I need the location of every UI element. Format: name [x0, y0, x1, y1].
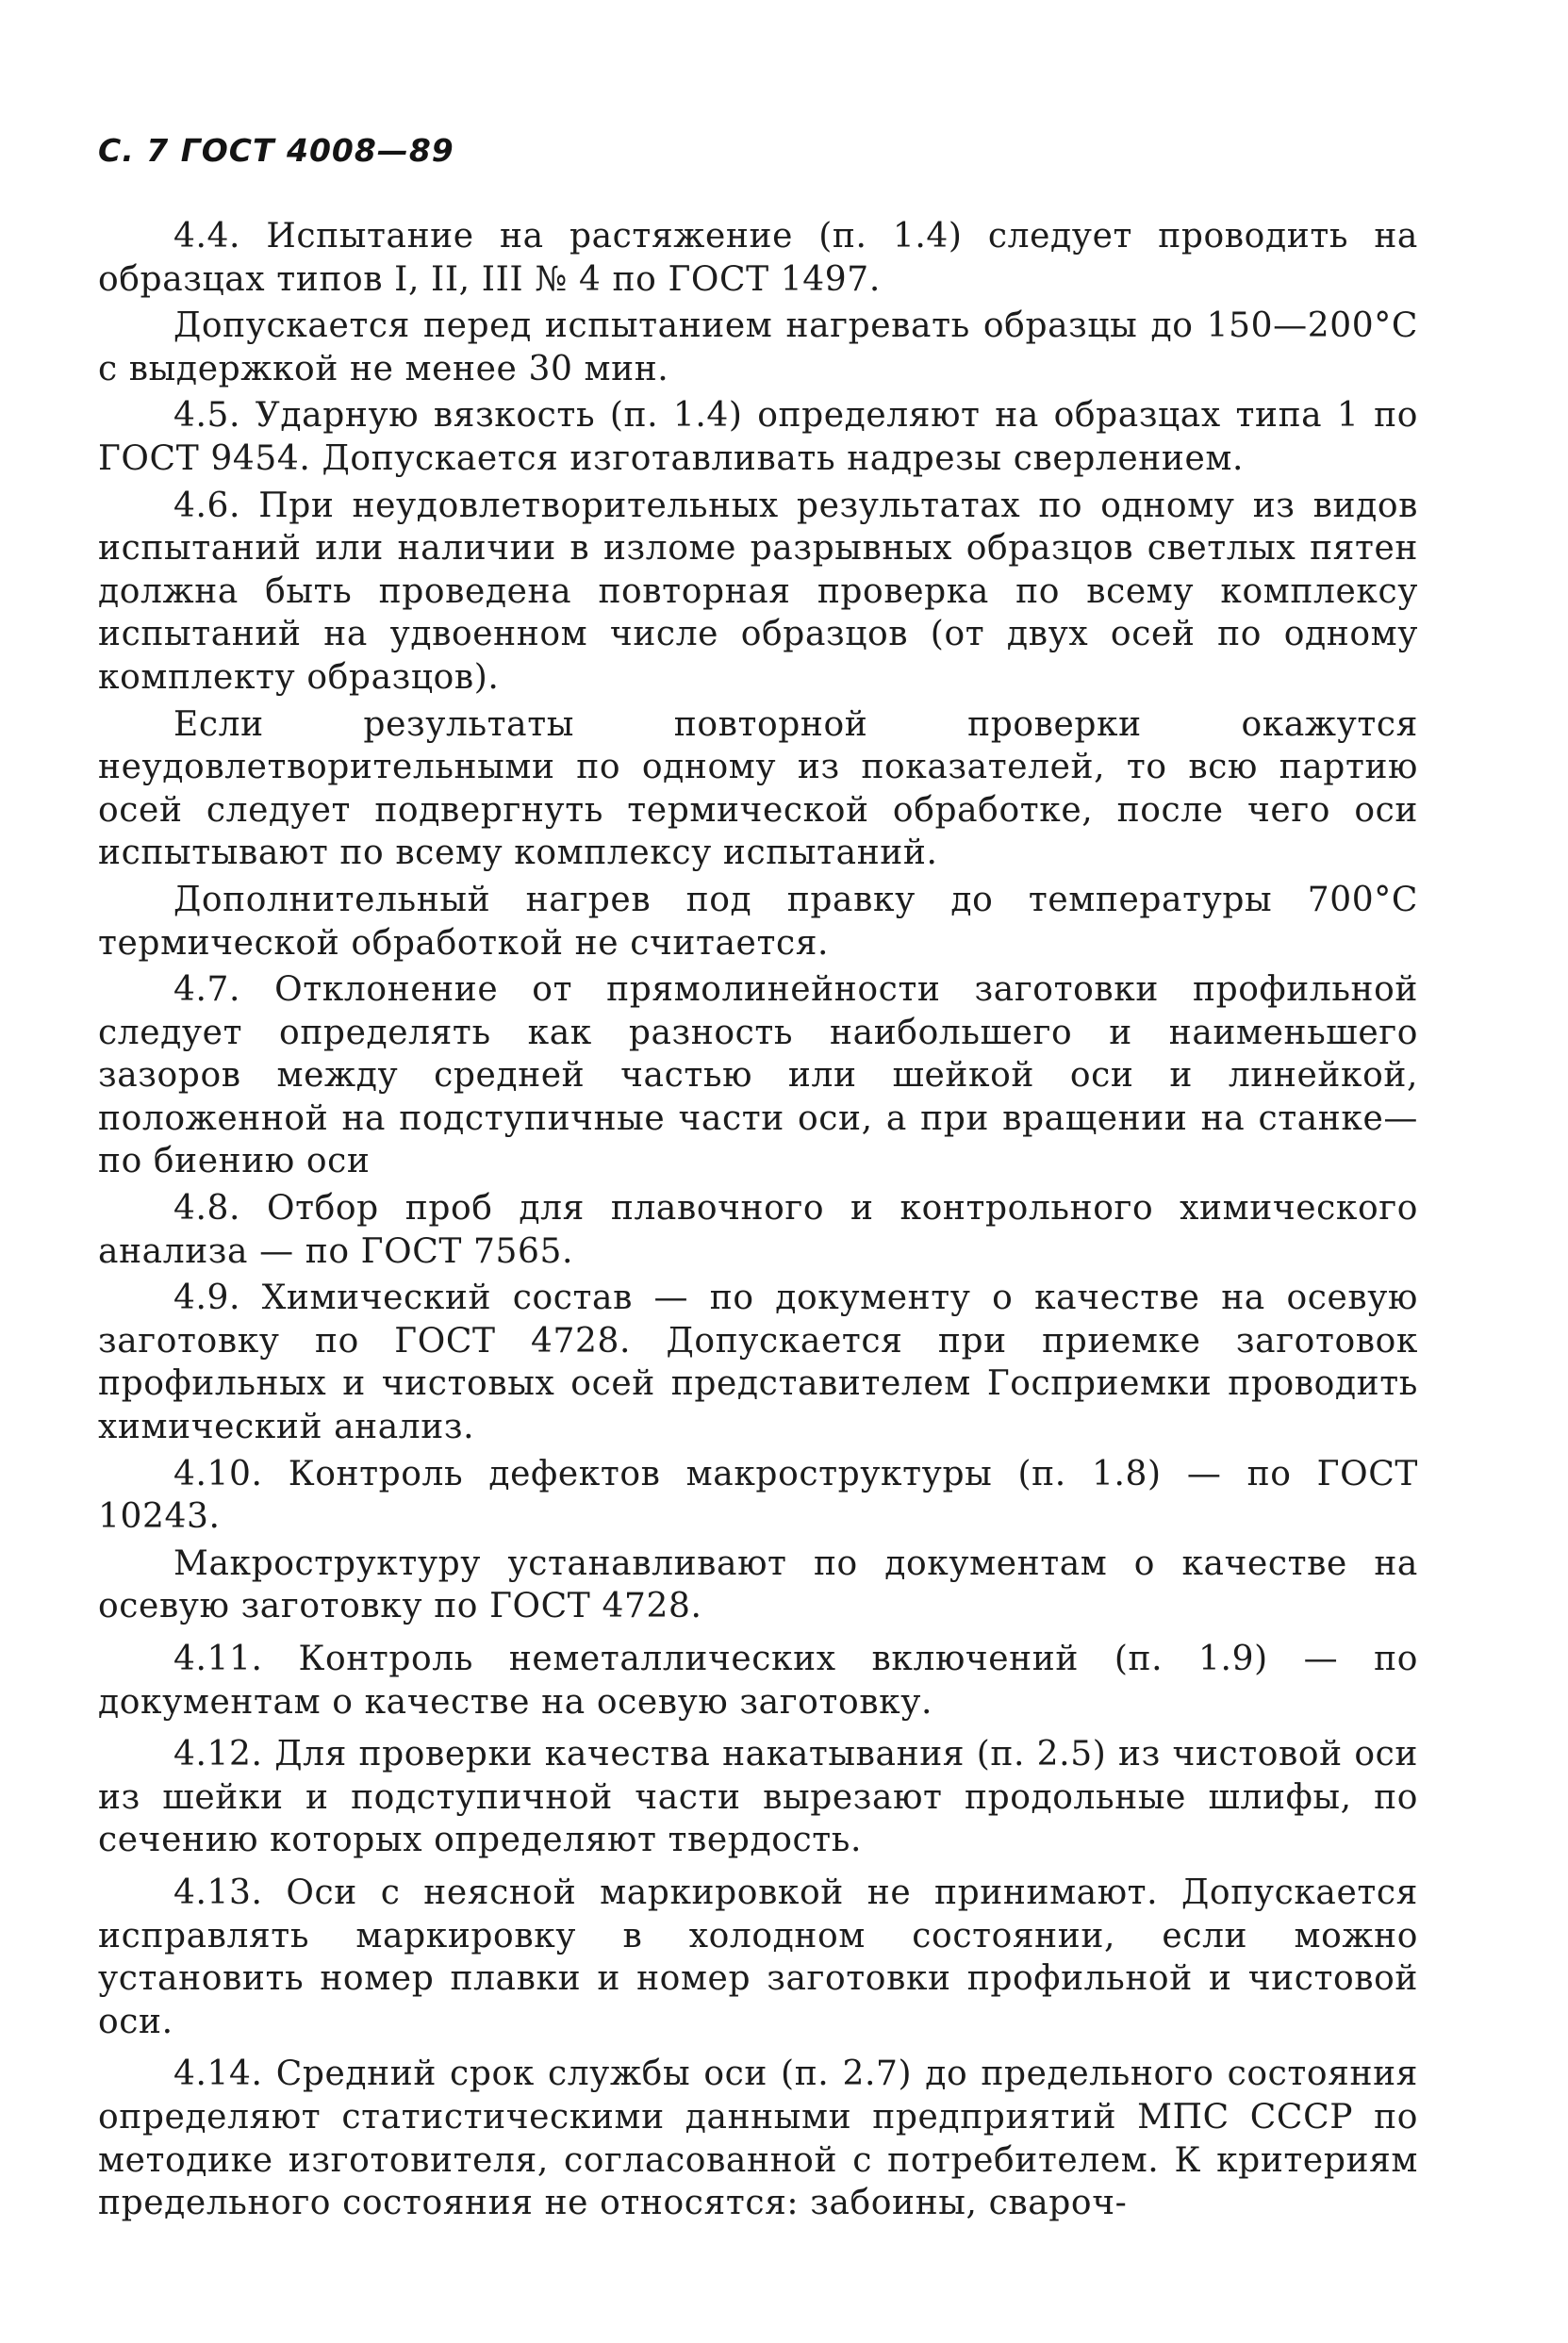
paragraph-4-6: 4.6. При неудовлетворительных результатах по одному из видов испытаний или наличии в изломе разрывных образцов светлых пятен должна быть проведена повторная проверка по всему комплексу испытаний на удвоенном числе образцов (от двух осей по одному комплекту образцов).: [98, 486, 1418, 697]
paragraph-4-6-note: Дополнительный нагрев под правку до температуры 700°С термической обработкой не считается.: [98, 880, 1418, 963]
paragraph-4-10-note: Макроструктуру устанавливают по документам о качестве на осевую заготовку по ГОСТ 4728.: [98, 1543, 1418, 1626]
paragraph-4-10: 4.10. Контроль дефектов макроструктуры (п. 1.8) — по ГОСТ 10243.: [98, 1454, 1418, 1537]
paragraph-4-9: 4.9. Химический состав — по документу о качестве на осевую заготовку по ГОСТ 4728. Допускается при приемке заготовок профильных и чистовых осей представителем Госприемки проводить химический анализ.: [98, 1279, 1418, 1447]
paragraph-4-4-note: Допускается перед испытанием нагревать образцы до 150—200°С с выдержкой не менее 30 мин.: [98, 306, 1418, 388]
paragraph-4-11: 4.11. Контроль неметаллических включений (п. 1.9) — по документам о качестве на осевую заготовку.: [98, 1640, 1418, 1722]
page-header: С. 7 ГОСТ 4008—89: [98, 132, 454, 169]
paragraph-4-14: 4.14. Средний срок службы оси (п. 2.7) до предельного состояния определяют статистическими данными предприятий МПС СССР по методике изготовителя, согласованной с потребителем. К критериям предельного состояния не относятся: забоины, свароч-: [98, 2054, 1418, 2223]
paragraph-4-6-continued: Если результаты повторной проверки окажутся неудовлетворительными по одному из показателей, то всю партию осей следует подвергнуть термической обработке, после чего оси испытывают по всему комплексу испытаний.: [98, 704, 1418, 873]
paragraph-4-13: 4.13. Оси с неясной маркировкой не принимают. Допускается исправлять маркировку в холодном состоянии, если можно установить номер плавки и номер заготовки профильной и чистовой оси.: [98, 1873, 1418, 2041]
paragraph-4-4: 4.4. Испытание на растяжение (п. 1.4) следует проводить на образцах типов I, II, III № 4 по ГОСТ 1497.: [98, 217, 1418, 299]
paragraph-4-8: 4.8. Отбор проб для плавочного и контрольного химического анализа — по ГОСТ 7565.: [98, 1189, 1418, 1271]
document-body: [98, 215, 1418, 2229]
paragraph-4-7: 4.7. Отклонение от прямолинейности заготовки профильной следует определять как разность наибольшего и наименьшего зазоров между средней частью или шейкой оси и линейкой, положенной на подступичные части оси, а при вращении на станке— по биению оси: [98, 970, 1418, 1181]
paragraph-4-5: 4.5. Ударную вязкость (п. 1.4) определяют на образцах типа 1 по ГОСТ 9454. Допускается изготавливать надрезы сверлением.: [98, 396, 1418, 478]
paragraph-4-12: 4.12. Для проверки качества накатывания (п. 2.5) из чистовой оси из шейки и подступичной части вырезают продольные шлифы, по сечению которых определяют твердость.: [98, 1735, 1418, 1860]
